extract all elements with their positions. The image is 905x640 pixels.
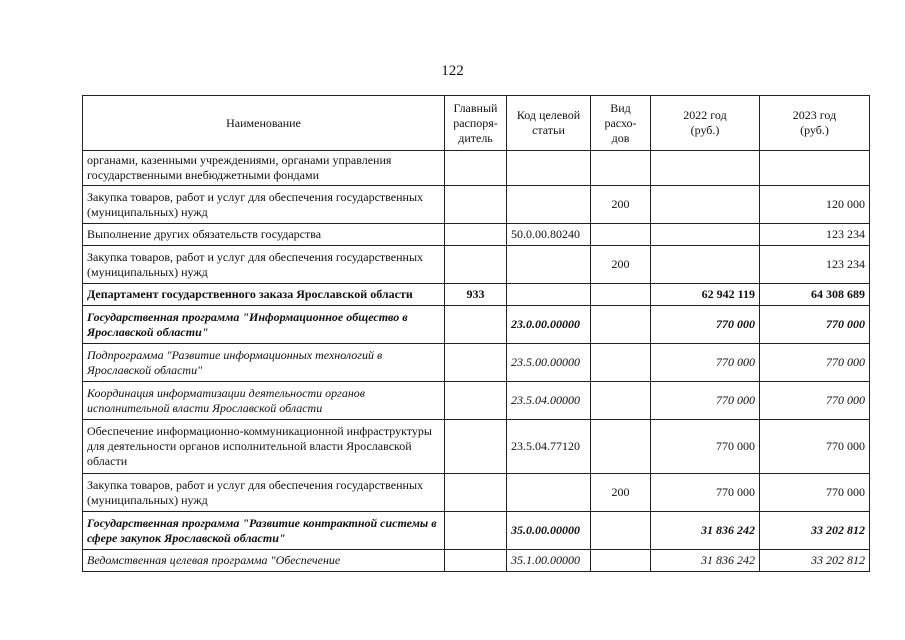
cell-name: органами, казенными учреждениями, органами управления государственными внебюджетными фондами xyxy=(83,151,445,186)
cell-expense-type: 200 xyxy=(591,246,651,284)
header-year-2022: 2022 год (руб.) xyxy=(651,96,760,151)
cell-chief-manager xyxy=(445,246,507,284)
cell-chief-manager xyxy=(445,186,507,224)
cell-name: Государственная программа "Информационное общество в Ярославской области" xyxy=(83,306,445,344)
cell-expense-type xyxy=(591,151,651,186)
cell-amount-2022: 31 836 242 xyxy=(651,550,760,572)
cell-target-code xyxy=(507,474,591,512)
table-row xyxy=(83,284,870,306)
cell-expense-type xyxy=(591,344,651,382)
cell-amount-2023: 123 234 xyxy=(760,246,870,284)
header-chief-manager: Главный распоря- дитель xyxy=(445,96,507,151)
table-row xyxy=(83,420,870,474)
cell-amount-2022: 31 836 242 xyxy=(651,512,760,550)
cell-target-code xyxy=(507,186,591,224)
cell-expense-type xyxy=(591,224,651,246)
cell-name: Обеспечение информационно-коммуникационной инфраструктуры для деятельности органов исполнительной власти Ярославской области xyxy=(83,420,445,474)
cell-amount-2022 xyxy=(651,186,760,224)
cell-amount-2022: 770 000 xyxy=(651,474,760,512)
page-number: 122 xyxy=(441,63,464,79)
cell-amount-2023: 770 000 xyxy=(760,474,870,512)
cell-amount-2022: 62 942 119 xyxy=(651,284,760,306)
cell-amount-2022: 770 000 xyxy=(651,344,760,382)
cell-name: Департамент государственного заказа Ярославской области xyxy=(83,284,445,306)
budget-table xyxy=(82,95,870,572)
header-name: Наименование xyxy=(83,96,445,151)
cell-amount-2022 xyxy=(651,246,760,284)
cell-chief-manager xyxy=(445,344,507,382)
cell-name: Закупка товаров, работ и услуг для обеспечения государственных (муниципальных) нужд xyxy=(83,246,445,284)
table-body xyxy=(83,151,870,572)
cell-expense-type: 200 xyxy=(591,474,651,512)
cell-target-code: 23.0.00.00000 xyxy=(507,306,591,344)
cell-amount-2023: 33 202 812 xyxy=(760,512,870,550)
table-header-row xyxy=(83,96,870,151)
cell-target-code: 23.5.04.00000 xyxy=(507,382,591,420)
cell-chief-manager xyxy=(445,306,507,344)
cell-name: Подпрограмма "Развитие информационных технологий в Ярославской области" xyxy=(83,344,445,382)
cell-amount-2023: 770 000 xyxy=(760,382,870,420)
cell-target-code: 35.0.00.00000 xyxy=(507,512,591,550)
table-row xyxy=(83,224,870,246)
cell-amount-2023: 64 308 689 xyxy=(760,284,870,306)
cell-expense-type xyxy=(591,550,651,572)
table-row xyxy=(83,306,870,344)
cell-amount-2023: 123 234 xyxy=(760,224,870,246)
cell-amount-2022: 770 000 xyxy=(651,382,760,420)
cell-chief-manager xyxy=(445,224,507,246)
header-year-2023: 2023 год (руб.) xyxy=(760,96,870,151)
cell-name: Закупка товаров, работ и услуг для обеспечения государственных (муниципальных) нужд xyxy=(83,186,445,224)
cell-target-code xyxy=(507,151,591,186)
cell-chief-manager xyxy=(445,382,507,420)
cell-target-code: 23.5.04.77120 xyxy=(507,420,591,474)
cell-target-code: 23.5.00.00000 xyxy=(507,344,591,382)
cell-name: Выполнение других обязательств государства xyxy=(83,224,445,246)
cell-amount-2023 xyxy=(760,151,870,186)
table-row xyxy=(83,550,870,572)
cell-expense-type xyxy=(591,306,651,344)
cell-amount-2022 xyxy=(651,151,760,186)
header-expense-type: Вид расхо- дов xyxy=(591,96,651,151)
table-row xyxy=(83,344,870,382)
cell-chief-manager xyxy=(445,512,507,550)
table-row xyxy=(83,474,870,512)
cell-target-code xyxy=(507,284,591,306)
cell-amount-2023: 33 202 812 xyxy=(760,550,870,572)
cell-amount-2022 xyxy=(651,224,760,246)
cell-amount-2023: 770 000 xyxy=(760,420,870,474)
table-row xyxy=(83,151,870,186)
cell-name: Координация информатизации деятельности органов исполнительной власти Ярославской области xyxy=(83,382,445,420)
cell-name: Закупка товаров, работ и услуг для обеспечения государственных (муниципальных) нужд xyxy=(83,474,445,512)
cell-expense-type xyxy=(591,420,651,474)
cell-amount-2023: 770 000 xyxy=(760,306,870,344)
cell-chief-manager xyxy=(445,420,507,474)
table-row xyxy=(83,246,870,284)
cell-chief-manager: 933 xyxy=(445,284,507,306)
cell-chief-manager xyxy=(445,550,507,572)
table-row xyxy=(83,382,870,420)
cell-target-code xyxy=(507,246,591,284)
cell-chief-manager xyxy=(445,151,507,186)
cell-name: Ведомственная целевая программа "Обеспечение xyxy=(83,550,445,572)
cell-target-code: 35.1.00.00000 xyxy=(507,550,591,572)
table-row xyxy=(83,512,870,550)
header-target-code: Код целевой статьи xyxy=(507,96,591,151)
table-row xyxy=(83,186,870,224)
cell-target-code: 50.0.00.80240 xyxy=(507,224,591,246)
cell-expense-type xyxy=(591,512,651,550)
cell-amount-2022: 770 000 xyxy=(651,420,760,474)
cell-amount-2023: 770 000 xyxy=(760,344,870,382)
cell-expense-type xyxy=(591,382,651,420)
cell-amount-2022: 770 000 xyxy=(651,306,760,344)
cell-amount-2023: 120 000 xyxy=(760,186,870,224)
cell-name: Государственная программа "Развитие контрактной системы в сфере закупок Ярославской области" xyxy=(83,512,445,550)
cell-chief-manager xyxy=(445,474,507,512)
cell-expense-type: 200 xyxy=(591,186,651,224)
cell-expense-type xyxy=(591,284,651,306)
